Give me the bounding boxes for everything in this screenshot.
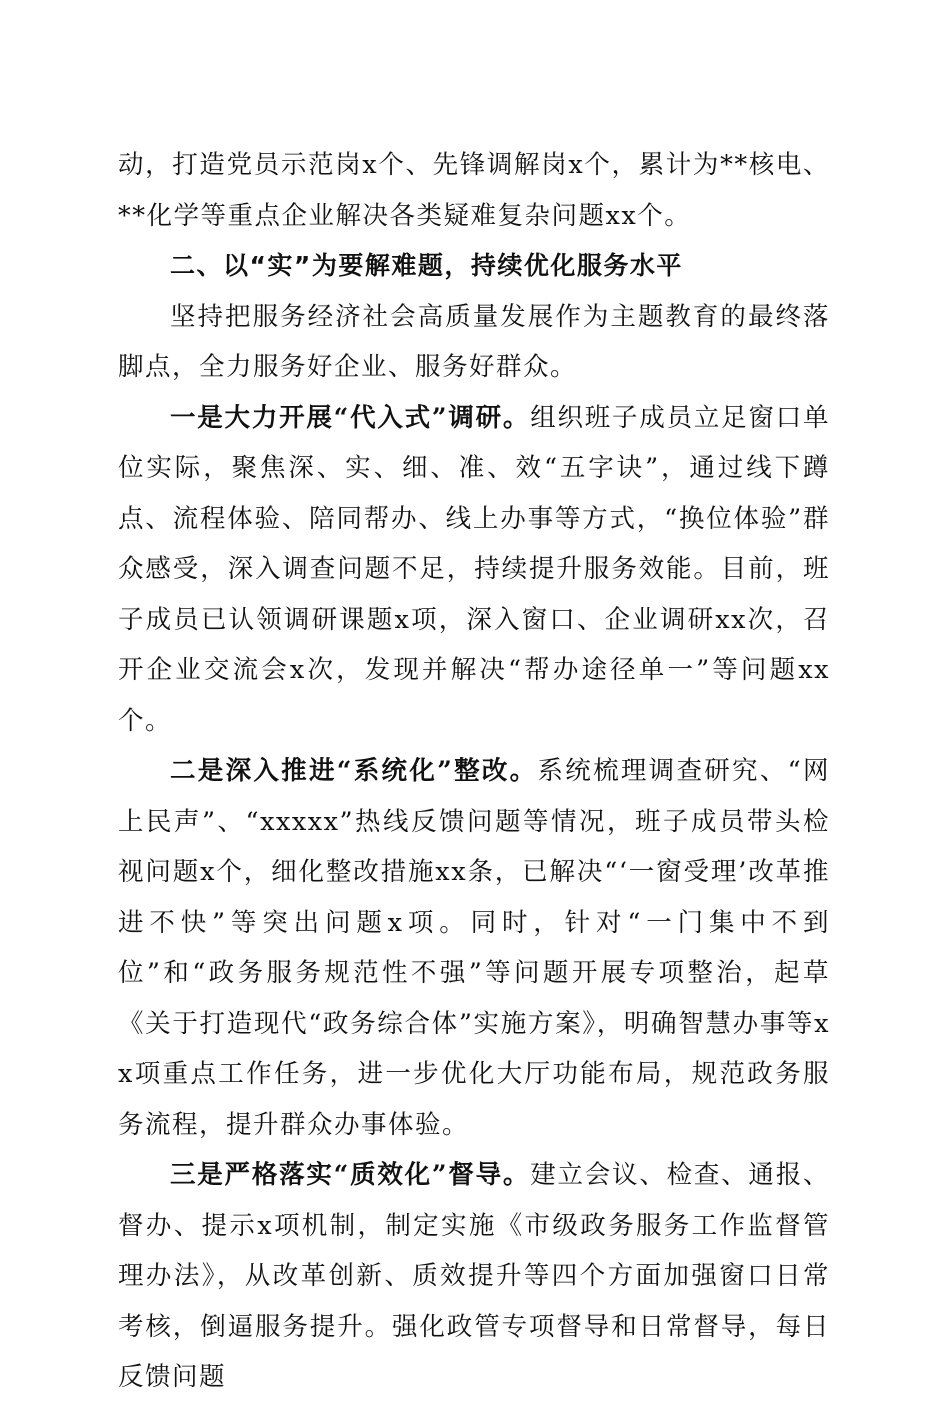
document-body xyxy=(118,140,830,1403)
paragraph-rectification xyxy=(118,746,830,1150)
paragraph-intro: 坚持把服务经济社会高质量发展作为主题教育的最终落脚点，全力服务好企业、服务好群众。 xyxy=(118,301,830,382)
paragraph-continuation: 动，打造党员示范岗x个、先锋调解岗x个，累计为**核电、**化学等重点企业解决各类疑难复杂问题xx个。 xyxy=(118,150,830,231)
paragraph-lead: 三是严格落实“质效化”督导。 xyxy=(170,1160,531,1190)
paragraph-research xyxy=(118,393,830,747)
paragraph-supervision xyxy=(118,1150,830,1403)
paragraph-lead: 二是深入推进“系统化”整改。 xyxy=(170,756,538,786)
paragraph-lead: 一是大力开展“代入式”调研。 xyxy=(170,402,531,433)
paragraph-text: 建立会议、检查、通报、督办、提示x项机制，制定实施《市级政务服务工作监督管理办法》，从改革创新、质效提升等四个方面加强窗口日常考核，倒逼服务提升。强化政管专项督导和日常督导，每日反馈问题 xyxy=(118,1160,830,1392)
section-heading: 二、以“实”为要解难题，持续优化服务水平 xyxy=(170,251,683,280)
paragraph-text: 组织班子成员立足窗口单位实际，聚焦深、实、细、准、效“五字诀”，通过线下蹲点、流程体验、陪同帮办、线上办事等方式，“换位体验”群众感受，深入调查问题不足，持续提升服务效能。目前，班子成员已认领调研课题x项，深入窗口、企业调研xx次，召开企业交流会x次，发现并解决“帮办途径单一”等问题xx个。 xyxy=(118,402,830,736)
paragraph-text: 系统梳理调查研究、“网上民声”、“xxxxx”热线反馈问题等情况，班子成员带头检视问题x个，细化整改措施xx条，已解决“‘一窗受理’改革推进不快”等突出问题x项。同时，针对“一门集中不到位”和“政务服务规范性不强”等问题开展专项整治，起草《关于打造现代“政务综合体”实施方案》，明确智慧办事等xx项重点工作任务，进一步优化大厅功能布局，规范政务服务流程，提升群众办事体验。 xyxy=(118,756,830,1140)
